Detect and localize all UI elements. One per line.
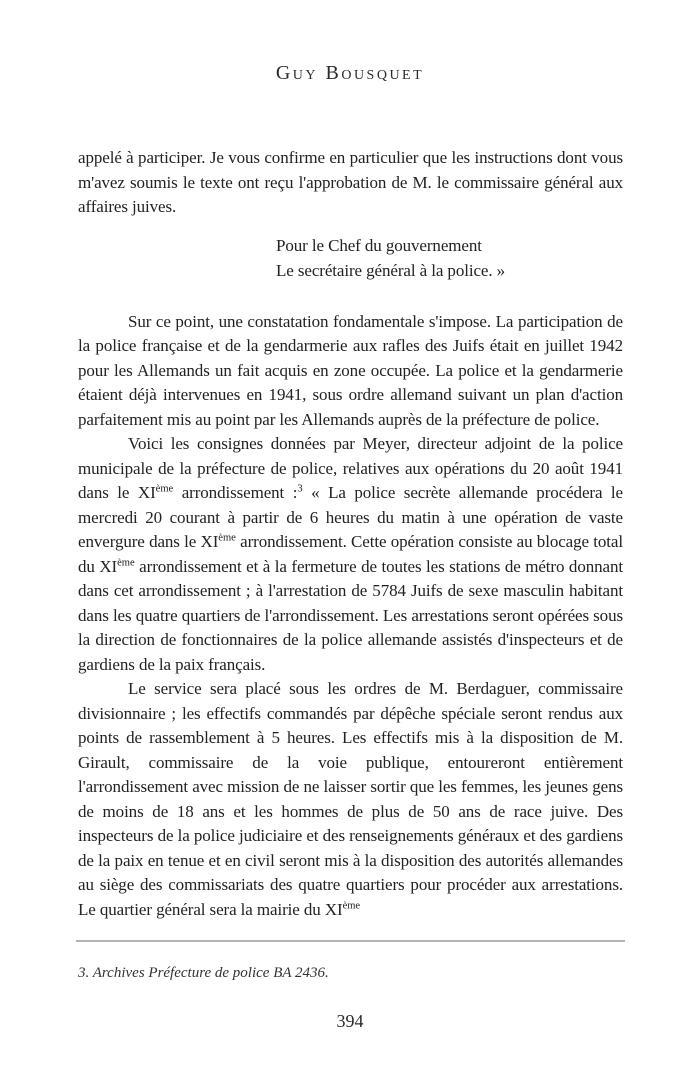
footnote-text: 3. Archives Préfecture de police BA 2436.	[78, 965, 329, 981]
signature-line-2: Le secrétaire général à la police. »	[276, 260, 506, 280]
page-number: 394	[336, 1011, 364, 1031]
paragraph-consignes-meyer: Voici les consignes données par Meyer, directeur adjoint de la police municipale de la préfecture de police, relatives aux opérations du 20 août 1941 dans le XIème arrondissement :$^3$ « La police secrète allemande procédera le mercredi 20 courant à partir de 6 heures du matin à une opération de vaste envergure dans le XIème arrondissement. Cette opération consiste au blocage total du XIème arrondissement et à la fermeture de toutes les stations de métro donnant dans cet arrondissement ; à l'arrestation de 5784 Juifs de sexe masculin habitant dans les quatre quartiers de l'arrondissement. Les arrestations seront opérées sous la direction de fonctionnaires de la police allemande assistés d'inspecteurs et de gardiens de la paix français.	[78, 434, 623, 674]
running-header: Guy Bousquet	[275, 62, 425, 84]
signature-block	[276, 233, 623, 283]
paragraph-service-berdaguer: Le service sera placé sous les ordres de M. Berdaguer, commissaire divisionnaire ; les effectifs commandés par dépêche spéciale seront rendus aux points de rassemblement à 5 heures. Les effectifs mis à la disposition de M. Girault, commissaire de la voie publique, entoureront entièrement l'arrondissement avec mission de ne laisser sortir que les femmes, les jeunes gens de moins de 18 ans et les hommes de plus de 50 ans de race juive. Des inspecteurs de la police judiciaire et des renseignements généraux et des gardiens de la paix en tenue et en civil seront mis à la disposition des autorités allemandes au siège des commissariats des quatre quartiers pour procéder aux arrestations. Le quartier général sera la mairie du XIème	[78, 679, 623, 919]
signature-line-1: Pour le Chef du gouvernement	[276, 235, 482, 255]
paragraph-sur-ce-point: Sur ce point, une constatation fondamentale s'impose. La participation de la police française et de la gendarmerie aux rafles des Juifs était en juillet 1942 pour les Allemands un fait acquis en zone occupée. La police et la gendarmerie étaient déjà intervenues en 1941, sous ordre allemand suivant un plan d'action parfaitement mis au point par les Allemands auprès de la préfecture de police.	[78, 311, 623, 429]
page-body	[78, 146, 623, 932]
paragraph-continuation: appelé à participer. Je vous confirme en particulier que les instructions dont vous m'avez soumis le texte ont reçu l'approbation de M. le commissaire général aux affaires juives.	[78, 148, 623, 216]
footnote-rule	[76, 940, 625, 942]
